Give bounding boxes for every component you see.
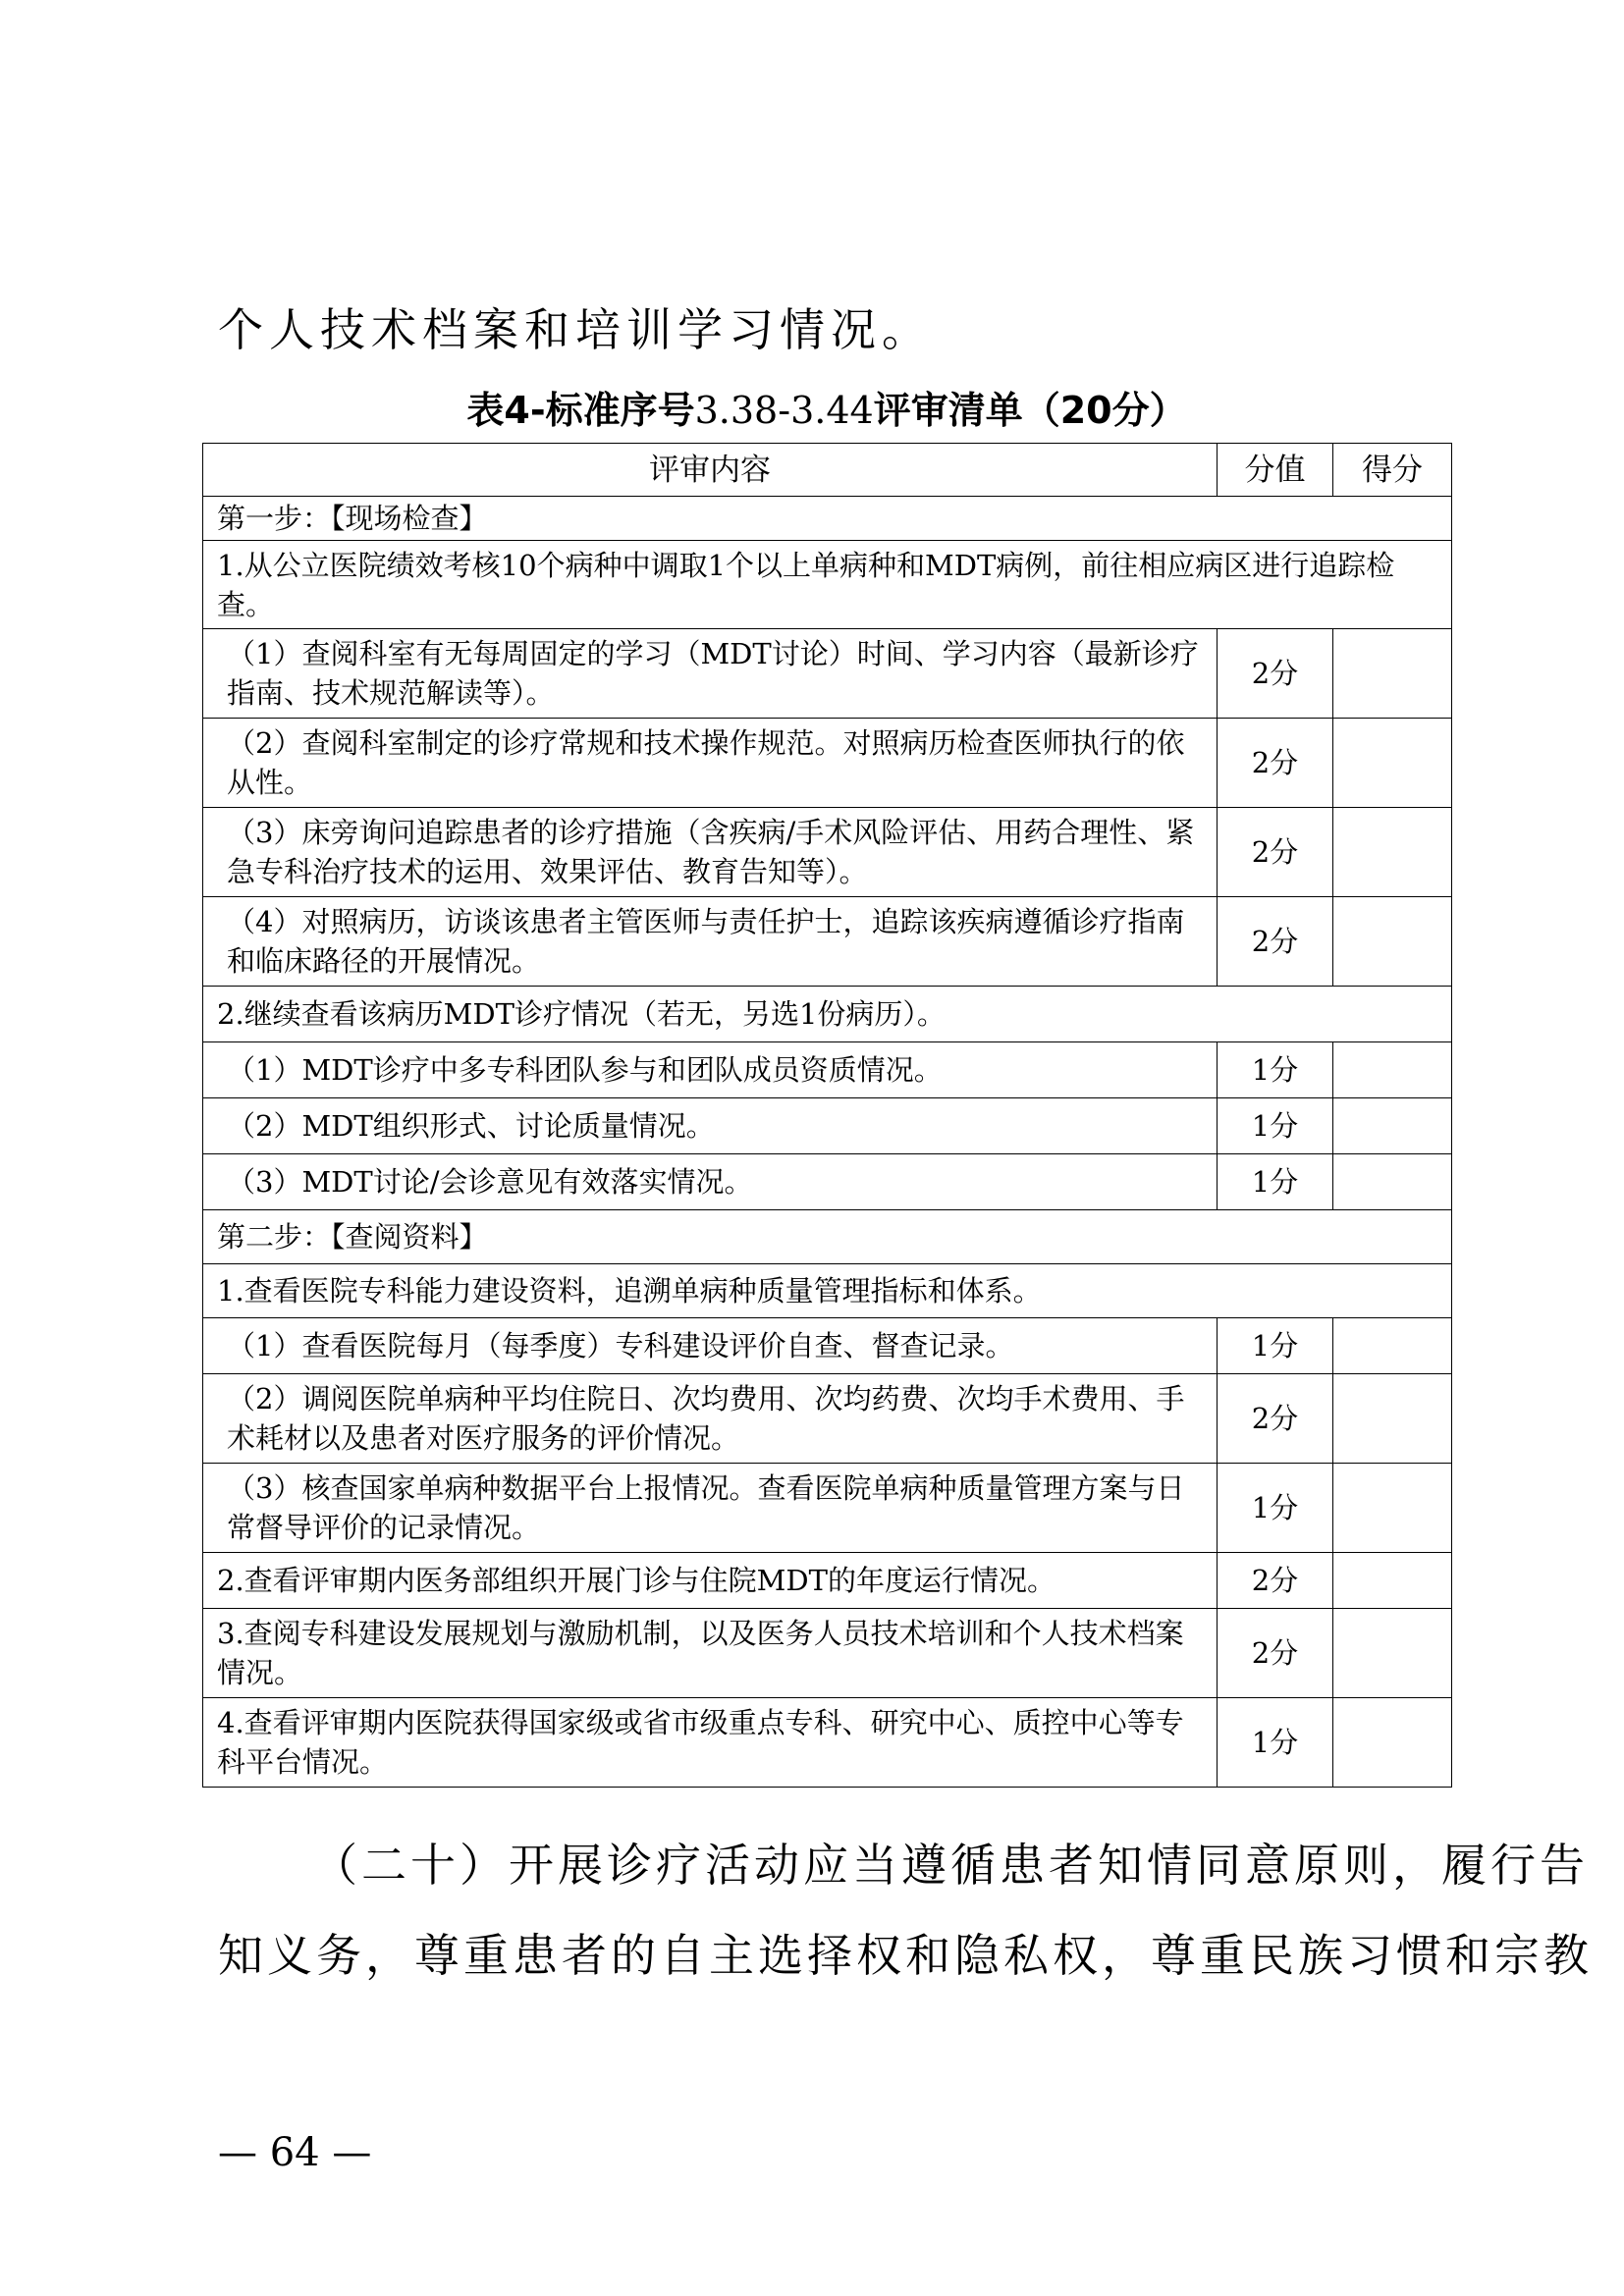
table-row: [203, 497, 1452, 541]
row-points: 1分: [1218, 1098, 1333, 1154]
page-number: — 64 —: [218, 2130, 372, 2175]
header-content: 评审内容: [203, 444, 1218, 497]
table-row: [203, 1698, 1452, 1788]
row-content: 1.查看医院专科能力建设资料，追溯单病种质量管理指标和体系。: [203, 1264, 1452, 1318]
intro-text: 个人技术档案和培训学习情况。: [218, 303, 933, 356]
paragraph-line-1: （二十）开展诊疗活动应当遵循患者知情同意原则，履行告: [312, 1839, 1589, 1892]
row-points: 2分: [1218, 629, 1333, 719]
header-points: 分值: [1218, 444, 1333, 497]
row-points: 1分: [1218, 1154, 1333, 1210]
row-points: 2分: [1218, 1374, 1333, 1464]
row-score-cell: [1333, 1464, 1452, 1553]
row-content: （1）查阅科室有无每周固定的学习（MDT讨论）时间、学习内容（最新诊疗指南、技术规范解读等）。: [203, 629, 1218, 719]
row-points: 1分: [1218, 1318, 1333, 1374]
table-row: [203, 1154, 1452, 1210]
row-content: （3）床旁询问追踪患者的诊疗措施（含疾病/手术风险评估、用药合理性、紧急专科治疗技术的运用、效果评估、教育告知等）。: [203, 808, 1218, 897]
table-row: [203, 719, 1452, 808]
table-row: [203, 1042, 1452, 1098]
table-row: [203, 1318, 1452, 1374]
row-score-cell: [1333, 629, 1452, 719]
table-row: [203, 1210, 1452, 1264]
table-row: [203, 1374, 1452, 1464]
table-row: [203, 897, 1452, 987]
table-title-suffix: 评审清单（20分）: [873, 389, 1187, 432]
table-row: [203, 1264, 1452, 1318]
table-row: [203, 808, 1452, 897]
row-content: 2.继续查看该病历MDT诊疗情况（若无，另选1份病历）。: [203, 987, 1452, 1042]
row-content: （4）对照病历，访谈该患者主管医师与责任护士，追踪该疾病遵循诊疗指南和临床路径的开展情况。: [203, 897, 1218, 987]
row-content: 1.从公立医院绩效考核10个病种中调取1个以上单病种和MDT病例，前往相应病区进行追踪检查。: [203, 541, 1452, 629]
row-content: （1）查看医院每月（每季度）专科建设评价自查、督查记录。: [203, 1318, 1218, 1374]
row-score-cell: [1333, 1042, 1452, 1098]
row-score-cell: [1333, 1609, 1452, 1698]
table-title: [202, 387, 1451, 434]
table-header-row: [203, 444, 1452, 497]
row-content: 2.查看评审期内医务部组织开展门诊与住院MDT的年度运行情况。: [203, 1553, 1218, 1609]
row-points: 2分: [1218, 897, 1333, 987]
paragraph-line-2: 知义务，尊重患者的自主选择权和隐私权，尊重民族习惯和宗教: [218, 1929, 1593, 1982]
row-content: （1）MDT诊疗中多专科团队参与和团队成员资质情况。: [203, 1042, 1218, 1098]
row-points: 1分: [1218, 1042, 1333, 1098]
row-points: 2分: [1218, 719, 1333, 808]
row-content: （2）MDT组织形式、讨论质量情况。: [203, 1098, 1218, 1154]
row-score-cell: [1333, 1553, 1452, 1609]
row-score-cell: [1333, 1098, 1452, 1154]
row-score-cell: [1333, 1698, 1452, 1788]
row-content: 4.查看评审期内医院获得国家级或省市级重点专科、研究中心、质控中心等专科平台情况。: [203, 1698, 1218, 1788]
row-points: 2分: [1218, 1553, 1333, 1609]
table-title-number: 3.38-3.44: [694, 389, 874, 432]
table-row: [203, 987, 1452, 1042]
table-row: [203, 1553, 1452, 1609]
table-row: [203, 1464, 1452, 1553]
review-table: [202, 443, 1452, 1788]
row-score-cell: [1333, 1374, 1452, 1464]
row-score-cell: [1333, 1318, 1452, 1374]
table-row: [203, 541, 1452, 629]
row-points: 2分: [1218, 808, 1333, 897]
table-row: [203, 1609, 1452, 1698]
row-content: 3.查阅专科建设发展规划与激励机制，以及医务人员技术培训和个人技术档案情况。: [203, 1609, 1218, 1698]
row-content: （3）MDT讨论/会诊意见有效落实情况。: [203, 1154, 1218, 1210]
row-content: （2）查阅科室制定的诊疗常规和技术操作规范。对照病历检查医师执行的依从性。: [203, 719, 1218, 808]
row-points: 2分: [1218, 1609, 1333, 1698]
table-row: [203, 1098, 1452, 1154]
row-score-cell: [1333, 1154, 1452, 1210]
row-content: （3）核查国家单病种数据平台上报情况。查看医院单病种质量管理方案与日常督导评价的记录情况。: [203, 1464, 1218, 1553]
table-row: [203, 629, 1452, 719]
table-title-prefix: 表4-标准序号: [466, 389, 695, 432]
row-score-cell: [1333, 897, 1452, 987]
row-points: 1分: [1218, 1698, 1333, 1788]
section-heading: 第二步：【查阅资料】: [203, 1210, 1452, 1264]
row-score-cell: [1333, 808, 1452, 897]
header-score: 得分: [1333, 444, 1452, 497]
section-heading: 第一步：【现场检查】: [203, 497, 1452, 541]
row-points: 1分: [1218, 1464, 1333, 1553]
row-content: （2）调阅医院单病种平均住院日、次均费用、次均药费、次均手术费用、手术耗材以及患者对医疗服务的评价情况。: [203, 1374, 1218, 1464]
row-score-cell: [1333, 719, 1452, 808]
